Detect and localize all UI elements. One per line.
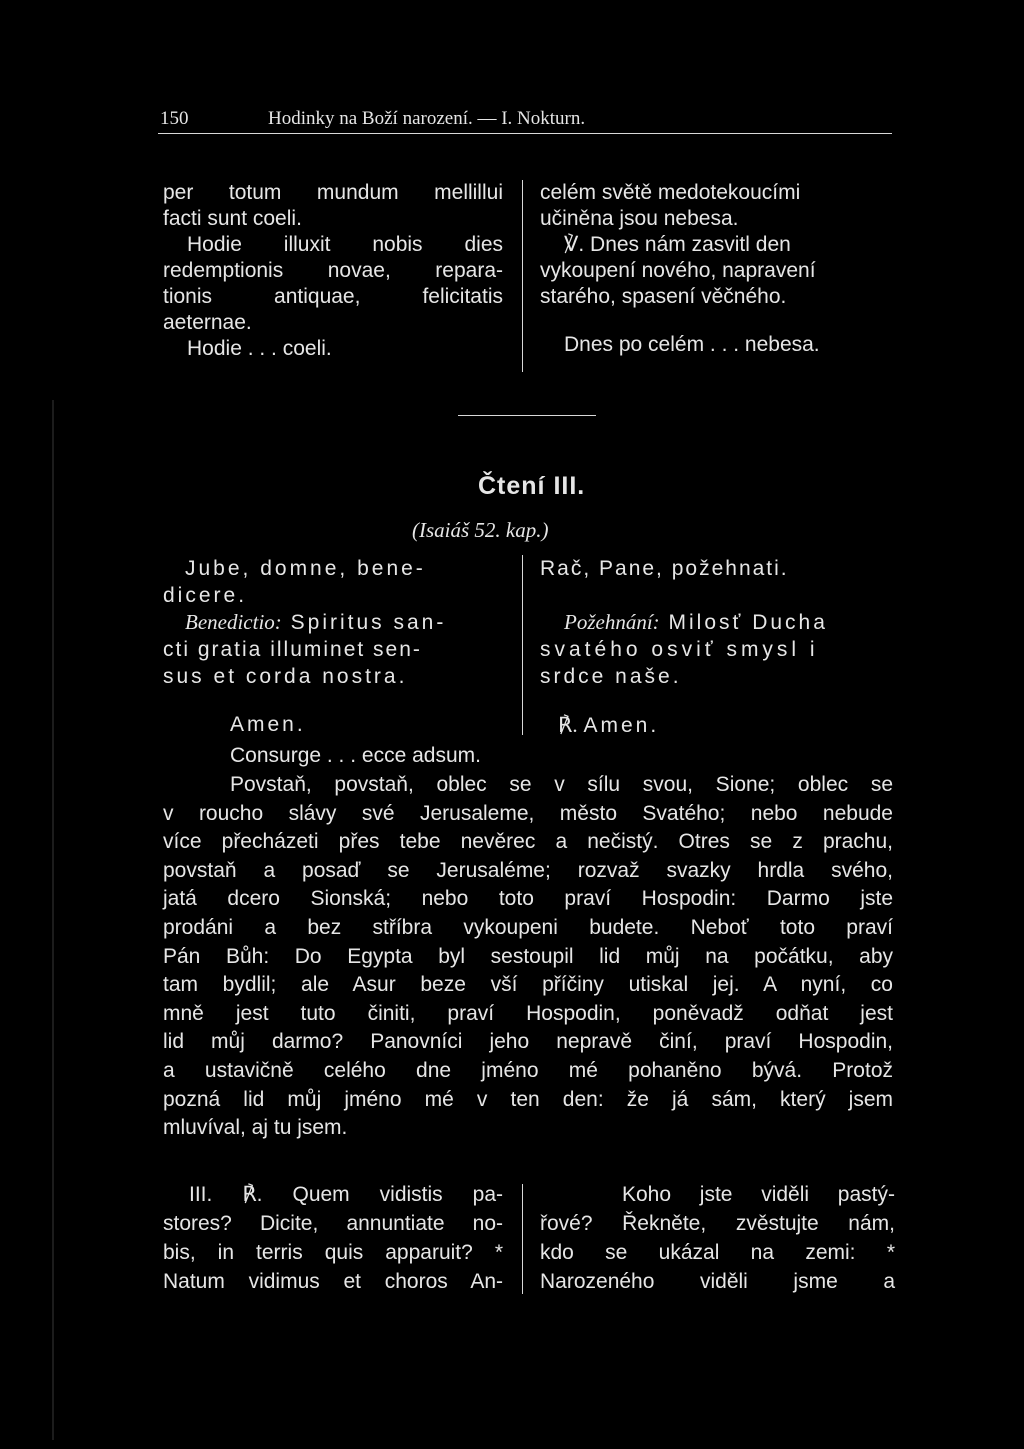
responsory-line: bis, in terris quis apparuit? * — [163, 1241, 503, 1264]
column-divider-top — [522, 180, 523, 372]
body-line: mluvíval, aj tu jsem. — [163, 1116, 348, 1140]
pozehnani-line: svatého osviť smysl i — [540, 638, 819, 661]
responsory-line: III. ℟. Quem vidistis pa- — [189, 1183, 503, 1206]
latin-line: tionis antiquae, felicitatis — [163, 285, 503, 308]
responsory-line: Natum vidimus et choros An- — [163, 1270, 503, 1293]
responsory-line: řové? Řekněte, zvěstujte nám, — [540, 1212, 895, 1235]
benedictio-text: Spiritus san- — [290, 611, 447, 634]
blank-line — [540, 582, 900, 609]
column-divider-responsory — [522, 1184, 523, 1294]
reading-body — [163, 771, 893, 1143]
pozehnani-text: Milosť Ducha — [668, 611, 828, 634]
czech-line: Dnes po celém . . . nebesa. — [564, 333, 820, 356]
latin-line: Hodie illuxit nobis dies — [187, 233, 503, 256]
consurge-line: Consurge . . . ecce adsum. — [230, 744, 481, 767]
reading-source: (Isaiáš 52. kap.) — [412, 518, 549, 542]
latin-line: redemptionis novae, repara- — [163, 259, 503, 282]
body-line: jatá dcero Sionská; nebo toto praví Hospodin: Darmo jste — [163, 887, 893, 911]
latin-responsory — [163, 1180, 503, 1296]
latin-amen: Amen. — [230, 713, 306, 736]
czech-blessing — [540, 555, 900, 690]
latin-line: Hodie . . . coeli. — [187, 337, 332, 360]
header-rule — [158, 133, 892, 134]
body-line: Povstaň, povstaň, oblec se v sílu svou, Sione; oblec se — [230, 773, 893, 796]
body-line: tam bydlil; ale Asur beze vší příčiny utiskal jej. A nyní, co — [163, 973, 893, 997]
body-line: Pán Bůh: Do Egypta byl sestoupil lid můj na počátku, aby — [163, 944, 893, 968]
czech-column-top — [540, 180, 895, 358]
page-number: 150 — [160, 108, 189, 129]
latin-line: facti sunt coeli. — [163, 207, 302, 230]
pozehnani-label: Požehnání: — [564, 610, 660, 634]
czech-line: starého, spasení věčného. — [540, 285, 787, 308]
latin-column-top — [163, 180, 503, 362]
czech-line: učiněna jsou nebesa. — [540, 207, 739, 230]
running-title: Hodinky na Boží narození. — I. Nokturn. — [268, 108, 586, 129]
section-separator — [458, 415, 596, 416]
benedictio-line: sus et corda nostra. — [163, 665, 408, 688]
reading-heading: Čtení III. — [478, 472, 586, 500]
latin-blessing — [163, 555, 513, 690]
czech-line: ℣. Dnes nám zasvitl den — [564, 233, 791, 256]
czech-line: celém světě medotekoucími — [540, 181, 801, 204]
czech-responsory — [540, 1180, 895, 1296]
czech-amen-line — [558, 712, 659, 739]
jube-line: dicere. — [163, 584, 248, 607]
czech-line: vykoupení nového, napravení — [540, 259, 816, 282]
benedictio-line: cti gratia illuminet sen- — [163, 638, 422, 661]
body-line: v roucho slávy své Jerusaleme, město Svatého; nebo nebude — [163, 801, 893, 825]
responsory-line: kdo se ukázal na zemi: * — [540, 1241, 895, 1264]
rac-line: Rač, Pane, požehnati. — [540, 557, 789, 580]
benedictio-label: Benedictio: — [185, 610, 282, 634]
column-divider-blessing — [522, 555, 523, 735]
body-line: prodáni a bez stříbra vykoupeni budete. Neboť toto praví — [163, 915, 893, 939]
jube-line: Jube, domne, bene- — [185, 557, 426, 580]
responsory-line: Koho jste viděli pastý- — [622, 1183, 895, 1206]
response-symbol: ℟. — [558, 713, 578, 737]
benedictio-line — [163, 609, 513, 636]
body-line: a ustavičně celého dne jméno mé pohaněno bývá. Protož — [163, 1058, 893, 1082]
latin-line: aeternae. — [163, 311, 252, 334]
page-edge-shadow — [52, 400, 54, 1440]
czech-amen: Amen. — [583, 714, 660, 737]
responsory-line: Narozeného viděli jsme a — [540, 1270, 895, 1293]
responsory-line: stores? Dicite, annuntiate no- — [163, 1212, 503, 1235]
latin-line: per totum mundum mellillui — [163, 181, 503, 204]
body-line: více přecházeti přes tebe nevěrec a nečistý. Otres se z prachu, — [163, 830, 893, 854]
body-line: lid můj darmo? Panovníci jeho nepravě činí, praví Hospodin, — [163, 1030, 893, 1054]
body-line: pozná lid můj jméno mé v ten den: že já sám, který jsem — [163, 1087, 893, 1111]
pozehnani-line: srdce naše. — [540, 665, 682, 688]
pozehnani-line — [540, 609, 900, 636]
body-line: povstaň a posaď se Jerusaléme; rozvaž svazky hrdla svého, — [163, 858, 893, 882]
body-line: mně jest tuto činiti, praví Hospodin, poněvadž odňat jest — [163, 1001, 893, 1025]
